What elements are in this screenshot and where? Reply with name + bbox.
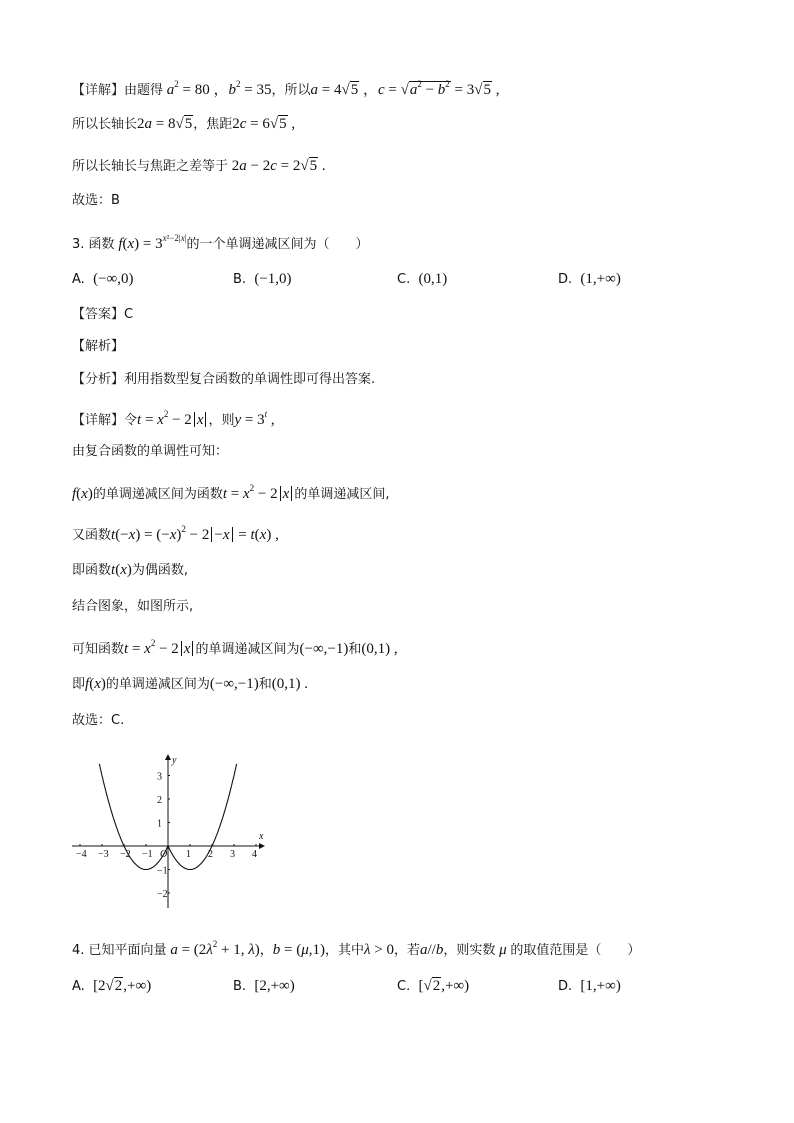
y-tick-label: 1 [157,818,162,830]
q3-option-b[interactable]: B. (−1,0) [233,271,292,287]
y-tick-label: −1 [157,865,168,877]
q4-option-c[interactable]: C. [√2,+∞) [397,978,470,994]
q4-stem: 4. 已知平面向量 $a = (2\lambda^2 + 1$, λ)，b = (μ,1)，其中λ > 0，若a//b，则实数 μ 的取值范围是（ ） [72,939,641,958]
detail-line-1: 【详解】由题得 $a^2 = 80$ ，$b^2 = 35$，所以a = 4√5 ，$c = √a^2 - b^2 = 3√5$ , [72,79,500,98]
x-tick-label: 3 [230,849,235,860]
q3-option-d[interactable]: D. (1,+∞) [558,271,621,287]
x-axis-label: x [259,831,264,842]
q3-even-line: 又函数$t(-x) = (-x)^2 - 2 -x = t(x)$ , [72,524,279,543]
x-tick-label: −2 [120,849,131,860]
q3-analysis: 【分析】利用指数型复合函数的单调性即可得出答案. [72,372,376,387]
q3-answer: 【答案】C [72,307,134,322]
detail-tag: 【详解】 [72,83,125,98]
q3-graph-line: 结合图象，如图所示, [72,599,194,614]
curve-right [168,764,237,870]
y-tick-label: 2 [157,795,162,806]
q3-detail-line: 【详解】令$t = x^2 - 2$ x ，则$y = 3^t$ , [72,409,275,428]
x-tick-label: 2 [208,849,213,860]
q4-option-a[interactable]: A. [2√2,+∞) [72,978,152,994]
analysis-tag: 【分析】 [72,372,125,387]
jiexi-tag: 【解析】 [72,339,125,354]
x-tick-label: O [160,849,168,860]
q3-stem: 3. 函数 $f(x) = 3^{x^2-2|x|}$的一个单调递减区间为（ ） [72,233,369,252]
q3-option-c[interactable]: C. (0,1) [397,271,448,287]
function-graph [70,752,270,912]
x-tick-label: 4 [252,849,257,860]
q3-composite: 由复合函数的单调性可知： [72,444,229,459]
y-tick-label: 3 [157,771,162,783]
x-tick-label: 1 [186,849,191,860]
x-tick-label: −3 [98,849,109,860]
q3-f-line: f(x)的单调递减区间为函数$t = x^2 - 2$ x 的单调递减区间, [72,483,390,502]
y-axis-label: y [172,755,177,766]
prev-answer: 故选：B [72,193,120,208]
q3-option-a[interactable]: A. (−∞,0) [72,271,134,287]
q4-option-d[interactable]: D. [1,+∞) [558,978,621,994]
q3-even2-line: 即函数t(x)为偶函数, [72,562,188,578]
q3-ji-line: 即f(x)的单调递减区间为(−∞,−1)和(0,1) . [72,676,308,692]
detail-line-2: 所以长轴长2a = 8√5，焦距2c = 6√5 , [72,116,296,132]
q4-option-b[interactable]: B. [2,+∞) [233,978,295,994]
q3-final: 故选：C. [72,713,125,728]
y-tick-label: −2 [157,889,168,900]
x-tick-label: −1 [142,849,153,860]
q3-know-line: 可知函数$t = x^2 - 2$ x 的单调递减区间为(−∞,−1)和(0,1) , [72,638,398,657]
x-tick-label: −4 [76,849,87,860]
detail-line-3: 所以长轴长与焦距之差等于 2a − 2c = 2√5 . [72,158,326,174]
answer-tag: 【答案】 [72,307,125,322]
